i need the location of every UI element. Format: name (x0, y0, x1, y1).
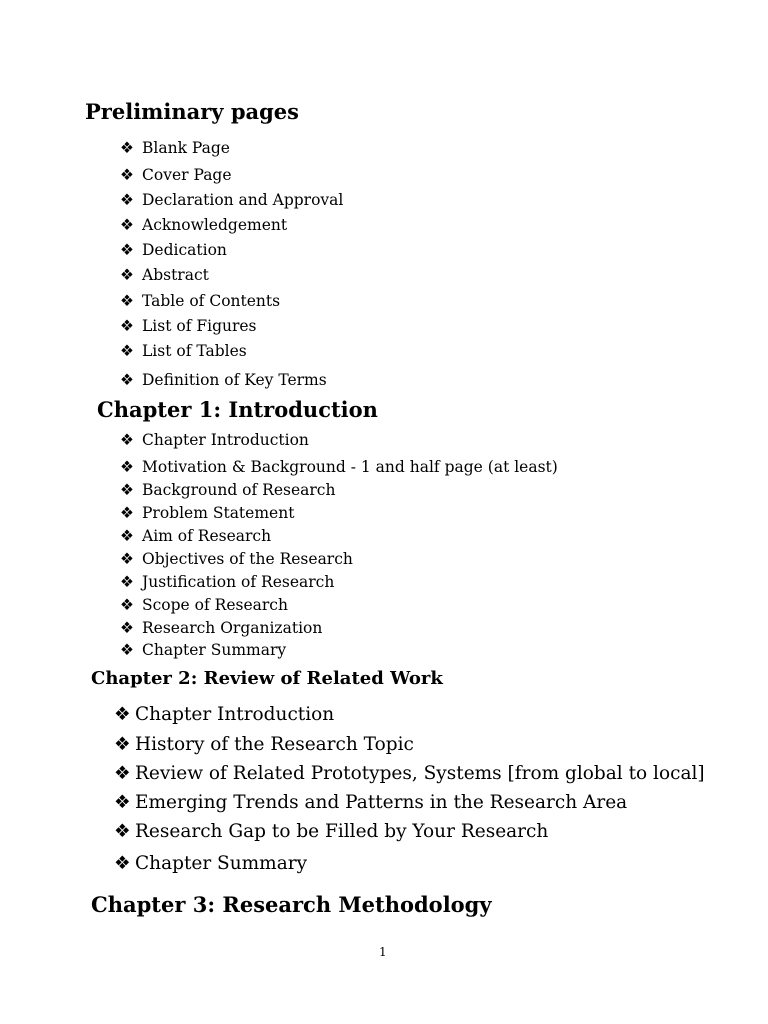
diamond-bullet-icon: ❖ (120, 166, 134, 184)
list-item-text: Cover Page (142, 166, 232, 184)
list-item (114, 853, 307, 874)
list-item (114, 734, 414, 755)
list-item (120, 139, 230, 157)
list-item (120, 504, 294, 522)
list-item-text: Scope of Research (142, 596, 288, 614)
list-item-text: Chapter Introduction (142, 431, 309, 449)
list-item (120, 371, 327, 389)
section-title-chapter-1: Chapter 1: Introduction (97, 397, 378, 422)
diamond-bullet-icon: ❖ (120, 550, 134, 568)
diamond-bullet-icon: ❖ (120, 317, 134, 335)
list-item (120, 166, 232, 184)
list-item (120, 481, 335, 499)
diamond-bullet-icon: ❖ (120, 342, 134, 360)
list-item (120, 241, 227, 259)
list-item-text: Definition of Key Terms (142, 371, 327, 389)
diamond-bullet-icon: ❖ (114, 704, 131, 725)
diamond-bullet-icon: ❖ (120, 371, 134, 389)
list-item-text: Chapter Summary (142, 641, 287, 659)
list-item-text: Dedication (142, 241, 227, 259)
list-item-text: List of Tables (142, 342, 247, 360)
diamond-bullet-icon: ❖ (120, 266, 134, 284)
diamond-bullet-icon: ❖ (114, 821, 131, 842)
list-item (114, 792, 627, 813)
diamond-bullet-icon: ❖ (114, 792, 131, 813)
diamond-bullet-icon: ❖ (120, 191, 134, 209)
list-item-text: Review of Related Prototypes, Systems [from global to local] (135, 763, 705, 784)
section-title-preliminary: Preliminary pages (85, 99, 299, 124)
list-item-text: Objectives of the Research (142, 550, 353, 568)
page-number: 1 (379, 945, 387, 959)
diamond-bullet-icon: ❖ (120, 527, 134, 545)
list-item (120, 216, 287, 234)
diamond-bullet-icon: ❖ (120, 292, 134, 310)
list-item-text: Blank Page (142, 139, 230, 157)
list-item-text: Table of Contents (142, 292, 281, 310)
list-item-text: Aim of Research (142, 527, 272, 545)
section-title-chapter-2: Chapter 2: Review of Related Work (91, 668, 443, 689)
list-item (120, 596, 288, 614)
list-item-text: List of Figures (142, 317, 257, 335)
list-item (114, 763, 705, 784)
diamond-bullet-icon: ❖ (120, 481, 134, 499)
diamond-bullet-icon: ❖ (120, 139, 134, 157)
list-item-text: Abstract (142, 266, 209, 284)
diamond-bullet-icon: ❖ (120, 216, 134, 234)
diamond-bullet-icon: ❖ (120, 431, 134, 449)
list-item-text: Background of Research (142, 481, 336, 499)
list-item (120, 550, 353, 568)
list-item (120, 292, 280, 310)
diamond-bullet-icon: ❖ (120, 596, 134, 614)
section-title-chapter-3: Chapter 3: Research Methodology (91, 892, 492, 917)
list-item (120, 573, 334, 591)
list-item (120, 317, 257, 335)
list-item-text: Chapter Summary (135, 853, 308, 874)
list-item-text: Declaration and Approval (142, 191, 344, 209)
list-item-text: Chapter Introduction (135, 704, 335, 725)
diamond-bullet-icon: ❖ (120, 641, 134, 659)
list-item-text: Emerging Trends and Patterns in the Research Area (135, 792, 628, 813)
list-item (114, 821, 548, 842)
list-item (120, 266, 209, 284)
diamond-bullet-icon: ❖ (120, 504, 134, 522)
list-item (120, 641, 286, 659)
list-item-text: Research Gap to be Filled by Your Research (135, 821, 549, 842)
diamond-bullet-icon: ❖ (114, 853, 131, 874)
diamond-bullet-icon: ❖ (120, 573, 134, 591)
diamond-bullet-icon: ❖ (120, 619, 134, 637)
diamond-bullet-icon: ❖ (120, 241, 134, 259)
list-item-text: History of the Research Topic (135, 734, 414, 755)
list-item-text: Justification of Research (142, 573, 335, 591)
list-item (120, 431, 309, 449)
list-item-text: Problem Statement (142, 504, 295, 522)
list-item (114, 704, 334, 725)
list-item (120, 527, 271, 545)
diamond-bullet-icon: ❖ (120, 458, 134, 476)
list-item (120, 458, 558, 476)
list-item-text: Acknowledgement (142, 216, 288, 234)
list-item (120, 619, 322, 637)
diamond-bullet-icon: ❖ (114, 763, 131, 784)
diamond-bullet-icon: ❖ (114, 734, 131, 755)
list-item (120, 342, 247, 360)
list-item-text: Motivation & Background - 1 and half page (at least) (142, 458, 558, 476)
list-item (120, 191, 343, 209)
list-item-text: Research Organization (142, 619, 323, 637)
